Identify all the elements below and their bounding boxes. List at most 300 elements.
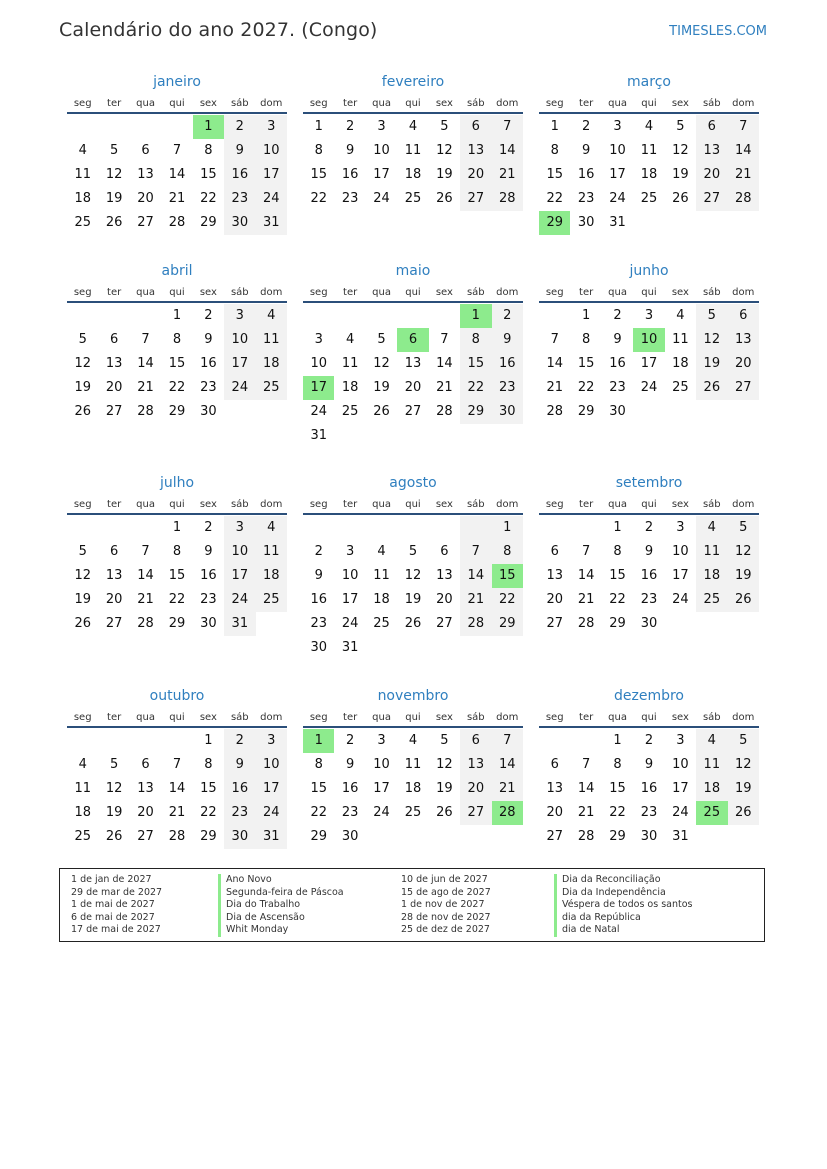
- day-cell[interactable]: 30: [341, 829, 359, 844]
- day-cell[interactable]: 5: [377, 332, 386, 347]
- day-cell[interactable]: 31: [672, 829, 689, 844]
- day-cell[interactable]: 7: [550, 332, 559, 347]
- day-cell[interactable]: 29: [577, 404, 595, 419]
- day-cell[interactable]: 30: [224, 825, 255, 849]
- day-cell[interactable]: 18: [640, 167, 658, 182]
- day-cell[interactable]: 20: [137, 805, 154, 820]
- day-cell[interactable]: 21: [436, 380, 453, 395]
- day-cell[interactable]: 11: [696, 540, 727, 564]
- day-cell[interactable]: 23: [609, 380, 626, 395]
- holiday-day[interactable]: 29: [539, 211, 570, 235]
- day-cell[interactable]: 26: [105, 829, 123, 844]
- day-cell[interactable]: 11: [74, 167, 91, 182]
- day-cell[interactable]: 5: [728, 516, 759, 540]
- day-cell[interactable]: 8: [314, 143, 323, 158]
- day-cell[interactable]: 7: [492, 729, 523, 753]
- day-cell[interactable]: 11: [256, 540, 287, 564]
- day-cell[interactable]: 31: [609, 215, 626, 230]
- day-cell[interactable]: 6: [728, 304, 759, 328]
- day-cell[interactable]: 3: [224, 516, 255, 540]
- day-cell[interactable]: 12: [404, 568, 422, 583]
- day-cell[interactable]: 26: [105, 215, 123, 230]
- day-cell[interactable]: 24: [609, 191, 626, 206]
- day-cell[interactable]: 30: [640, 829, 658, 844]
- day-cell[interactable]: 6: [109, 332, 119, 347]
- day-cell[interactable]: 12: [672, 143, 689, 158]
- day-cell[interactable]: 20: [696, 163, 727, 187]
- day-cell[interactable]: 14: [492, 139, 523, 163]
- day-cell[interactable]: 23: [200, 380, 217, 395]
- day-cell[interactable]: 18: [256, 352, 287, 376]
- day-cell[interactable]: 6: [550, 757, 559, 772]
- day-cell[interactable]: 5: [408, 544, 418, 559]
- day-cell[interactable]: 4: [78, 143, 87, 158]
- day-cell[interactable]: 23: [200, 592, 217, 607]
- day-cell[interactable]: 14: [436, 356, 453, 371]
- day-cell[interactable]: 25: [341, 404, 359, 419]
- day-cell[interactable]: 9: [613, 332, 622, 347]
- day-cell[interactable]: 13: [404, 356, 422, 371]
- day-cell[interactable]: 22: [310, 191, 327, 206]
- day-cell[interactable]: 26: [728, 801, 759, 825]
- day-cell[interactable]: 23: [224, 801, 255, 825]
- day-cell[interactable]: 14: [168, 781, 186, 796]
- day-cell[interactable]: 7: [141, 332, 150, 347]
- day-cell[interactable]: 23: [341, 805, 359, 820]
- day-cell[interactable]: 31: [256, 211, 287, 235]
- day-cell[interactable]: 31: [256, 825, 287, 849]
- day-cell[interactable]: 11: [373, 568, 390, 583]
- day-cell[interactable]: 9: [581, 143, 591, 158]
- day-cell[interactable]: 16: [341, 781, 359, 796]
- day-cell[interactable]: 24: [341, 616, 359, 631]
- day-cell[interactable]: 26: [436, 805, 453, 820]
- day-cell[interactable]: 5: [696, 304, 727, 328]
- day-cell[interactable]: 11: [256, 328, 287, 352]
- day-cell[interactable]: 29: [168, 404, 186, 419]
- holiday-day[interactable]: 28: [492, 801, 523, 825]
- day-cell[interactable]: 1: [314, 119, 323, 134]
- day-cell[interactable]: 19: [404, 592, 422, 607]
- day-cell[interactable]: 3: [224, 304, 255, 328]
- day-cell[interactable]: 13: [546, 781, 563, 796]
- day-cell[interactable]: 13: [460, 139, 491, 163]
- day-cell[interactable]: 2: [345, 119, 355, 134]
- day-cell[interactable]: 25: [672, 380, 689, 395]
- day-cell[interactable]: 9: [204, 332, 213, 347]
- day-cell[interactable]: 3: [676, 520, 685, 535]
- day-cell[interactable]: 11: [404, 757, 422, 772]
- day-cell[interactable]: 26: [436, 191, 453, 206]
- day-cell[interactable]: 2: [204, 520, 213, 535]
- day-cell[interactable]: 30: [310, 640, 327, 655]
- day-cell[interactable]: 14: [137, 356, 154, 371]
- day-cell[interactable]: 17: [224, 564, 255, 588]
- day-cell[interactable]: 25: [256, 588, 287, 612]
- day-cell[interactable]: 14: [168, 167, 186, 182]
- day-cell[interactable]: 23: [640, 805, 658, 820]
- day-cell[interactable]: 5: [109, 143, 119, 158]
- day-cell[interactable]: 31: [224, 612, 255, 636]
- day-cell[interactable]: 20: [105, 592, 123, 607]
- day-cell[interactable]: 5: [440, 119, 449, 134]
- day-cell[interactable]: 19: [696, 352, 727, 376]
- day-cell[interactable]: 27: [105, 616, 123, 631]
- day-cell[interactable]: 10: [672, 544, 689, 559]
- day-cell[interactable]: 21: [168, 191, 186, 206]
- day-cell[interactable]: 12: [436, 143, 453, 158]
- day-cell[interactable]: 8: [613, 544, 622, 559]
- day-cell[interactable]: 4: [408, 119, 418, 134]
- day-cell[interactable]: 22: [200, 805, 217, 820]
- day-cell[interactable]: 24: [256, 187, 287, 211]
- day-cell[interactable]: 14: [492, 753, 523, 777]
- day-cell[interactable]: 18: [341, 380, 359, 395]
- day-cell[interactable]: 2: [644, 520, 654, 535]
- day-cell[interactable]: 5: [440, 733, 449, 748]
- day-cell[interactable]: 16: [224, 163, 255, 187]
- day-cell[interactable]: 10: [609, 143, 626, 158]
- day-cell[interactable]: 25: [696, 588, 727, 612]
- day-cell[interactable]: 27: [460, 801, 491, 825]
- day-cell[interactable]: 23: [577, 191, 595, 206]
- day-cell[interactable]: 8: [492, 540, 523, 564]
- day-cell[interactable]: 13: [137, 167, 154, 182]
- day-cell[interactable]: 23: [492, 376, 523, 400]
- day-cell[interactable]: 16: [200, 356, 217, 371]
- day-cell[interactable]: 8: [613, 757, 622, 772]
- day-cell[interactable]: 6: [460, 115, 491, 139]
- day-cell[interactable]: 5: [78, 544, 87, 559]
- day-cell[interactable]: 15: [310, 167, 327, 182]
- day-cell[interactable]: 9: [224, 753, 255, 777]
- day-cell[interactable]: 9: [204, 544, 213, 559]
- day-cell[interactable]: 28: [577, 829, 595, 844]
- day-cell[interactable]: 17: [640, 356, 658, 371]
- holiday-day[interactable]: 17: [303, 376, 334, 400]
- day-cell[interactable]: 29: [460, 400, 491, 424]
- day-cell[interactable]: 12: [696, 328, 727, 352]
- day-cell[interactable]: 30: [224, 211, 255, 235]
- day-cell[interactable]: 7: [172, 143, 182, 158]
- day-cell[interactable]: 28: [168, 215, 186, 230]
- day-cell[interactable]: 22: [492, 588, 523, 612]
- day-cell[interactable]: 19: [74, 380, 91, 395]
- day-cell[interactable]: 25: [404, 191, 422, 206]
- day-cell[interactable]: 21: [137, 380, 154, 395]
- day-cell[interactable]: 3: [377, 119, 386, 134]
- day-cell[interactable]: 17: [373, 167, 390, 182]
- day-cell[interactable]: 17: [609, 167, 626, 182]
- day-cell[interactable]: 3: [644, 308, 654, 323]
- day-cell[interactable]: 27: [460, 187, 491, 211]
- day-cell[interactable]: 22: [168, 380, 186, 395]
- day-cell[interactable]: 15: [200, 167, 217, 182]
- day-cell[interactable]: 11: [341, 356, 359, 371]
- day-cell[interactable]: 29: [492, 612, 523, 636]
- day-cell[interactable]: 31: [310, 428, 327, 443]
- day-cell[interactable]: 15: [168, 356, 186, 371]
- day-cell[interactable]: 16: [341, 167, 359, 182]
- day-cell[interactable]: 7: [492, 115, 523, 139]
- day-cell[interactable]: 21: [546, 380, 563, 395]
- day-cell[interactable]: 18: [696, 777, 727, 801]
- day-cell[interactable]: 29: [609, 829, 626, 844]
- day-cell[interactable]: 4: [256, 516, 287, 540]
- day-cell[interactable]: 27: [404, 404, 422, 419]
- holiday-day[interactable]: 6: [397, 328, 428, 352]
- day-cell[interactable]: 18: [672, 356, 689, 371]
- day-cell[interactable]: 13: [137, 781, 154, 796]
- day-cell[interactable]: 10: [373, 143, 390, 158]
- day-cell[interactable]: 3: [314, 332, 323, 347]
- day-cell[interactable]: 24: [373, 805, 390, 820]
- day-cell[interactable]: 20: [105, 380, 123, 395]
- day-cell[interactable]: 10: [224, 328, 255, 352]
- day-cell[interactable]: 30: [200, 616, 217, 631]
- day-cell[interactable]: 23: [341, 191, 359, 206]
- day-cell[interactable]: 3: [256, 115, 287, 139]
- day-cell[interactable]: 21: [577, 592, 595, 607]
- day-cell[interactable]: 3: [377, 733, 386, 748]
- day-cell[interactable]: 5: [78, 332, 87, 347]
- day-cell[interactable]: 22: [609, 592, 626, 607]
- day-cell[interactable]: 30: [200, 404, 217, 419]
- day-cell[interactable]: 2: [613, 308, 622, 323]
- day-cell[interactable]: 1: [172, 308, 182, 323]
- day-cell[interactable]: 28: [436, 404, 453, 419]
- day-cell[interactable]: 17: [672, 781, 689, 796]
- day-cell[interactable]: 17: [224, 352, 255, 376]
- day-cell[interactable]: 25: [373, 616, 390, 631]
- day-cell[interactable]: 4: [408, 733, 418, 748]
- day-cell[interactable]: 12: [74, 356, 91, 371]
- day-cell[interactable]: 5: [109, 757, 119, 772]
- day-cell[interactable]: 14: [546, 356, 563, 371]
- day-cell[interactable]: 7: [141, 544, 150, 559]
- day-cell[interactable]: 19: [728, 777, 759, 801]
- day-cell[interactable]: 6: [141, 757, 150, 772]
- day-cell[interactable]: 29: [310, 829, 327, 844]
- day-cell[interactable]: 16: [200, 568, 217, 583]
- day-cell[interactable]: 27: [696, 187, 727, 211]
- day-cell[interactable]: 9: [345, 757, 355, 772]
- day-cell[interactable]: 20: [460, 777, 491, 801]
- day-cell[interactable]: 25: [74, 829, 91, 844]
- day-cell[interactable]: 16: [224, 777, 255, 801]
- day-cell[interactable]: 3: [613, 119, 622, 134]
- day-cell[interactable]: 26: [373, 404, 390, 419]
- day-cell[interactable]: 11: [74, 781, 91, 796]
- day-cell[interactable]: 24: [224, 588, 255, 612]
- day-cell[interactable]: 9: [644, 544, 654, 559]
- day-cell[interactable]: 27: [546, 829, 563, 844]
- day-cell[interactable]: 19: [373, 380, 390, 395]
- day-cell[interactable]: 6: [696, 115, 727, 139]
- day-cell[interactable]: 2: [224, 729, 255, 753]
- day-cell[interactable]: 14: [728, 139, 759, 163]
- day-cell[interactable]: 10: [373, 757, 390, 772]
- day-cell[interactable]: 27: [137, 215, 154, 230]
- day-cell[interactable]: 15: [200, 781, 217, 796]
- day-cell[interactable]: 19: [74, 592, 91, 607]
- holiday-day[interactable]: 15: [492, 564, 523, 588]
- day-cell[interactable]: 28: [460, 612, 491, 636]
- day-cell[interactable]: 7: [728, 115, 759, 139]
- day-cell[interactable]: 18: [404, 781, 422, 796]
- day-cell[interactable]: 18: [256, 564, 287, 588]
- day-cell[interactable]: 11: [640, 143, 658, 158]
- day-cell[interactable]: 21: [492, 163, 523, 187]
- day-cell[interactable]: 17: [373, 781, 390, 796]
- day-cell[interactable]: 21: [460, 588, 491, 612]
- day-cell[interactable]: 11: [404, 143, 422, 158]
- day-cell[interactable]: 19: [436, 781, 453, 796]
- day-cell[interactable]: 23: [224, 187, 255, 211]
- day-cell[interactable]: 30: [640, 616, 658, 631]
- day-cell[interactable]: 4: [676, 308, 685, 323]
- day-cell[interactable]: 4: [345, 332, 355, 347]
- day-cell[interactable]: 14: [460, 564, 491, 588]
- day-cell[interactable]: 16: [310, 592, 327, 607]
- day-cell[interactable]: 26: [404, 616, 422, 631]
- day-cell[interactable]: 16: [492, 352, 523, 376]
- brand-link[interactable]: TIMESLES.COM: [669, 24, 767, 39]
- day-cell[interactable]: 15: [310, 781, 327, 796]
- day-cell[interactable]: 26: [696, 376, 727, 400]
- day-cell[interactable]: 18: [74, 191, 91, 206]
- day-cell[interactable]: 1: [172, 520, 182, 535]
- day-cell[interactable]: 31: [341, 640, 359, 655]
- day-cell[interactable]: 3: [345, 544, 355, 559]
- holiday-day[interactable]: 1: [193, 115, 224, 139]
- day-cell[interactable]: 8: [550, 143, 559, 158]
- day-cell[interactable]: 21: [492, 777, 523, 801]
- day-cell[interactable]: 22: [168, 592, 186, 607]
- day-cell[interactable]: 18: [373, 592, 390, 607]
- day-cell[interactable]: 20: [137, 191, 154, 206]
- day-cell[interactable]: 24: [224, 376, 255, 400]
- day-cell[interactable]: 3: [676, 733, 685, 748]
- day-cell[interactable]: 10: [341, 568, 359, 583]
- day-cell[interactable]: 7: [581, 757, 591, 772]
- day-cell[interactable]: 29: [200, 215, 217, 230]
- day-cell[interactable]: 19: [105, 191, 123, 206]
- day-cell[interactable]: 29: [168, 616, 186, 631]
- day-cell[interactable]: 22: [577, 380, 595, 395]
- day-cell[interactable]: 9: [224, 139, 255, 163]
- day-cell[interactable]: 11: [672, 332, 689, 347]
- day-cell[interactable]: 10: [310, 356, 327, 371]
- day-cell[interactable]: 11: [696, 753, 727, 777]
- day-cell[interactable]: 12: [74, 568, 91, 583]
- day-cell[interactable]: 17: [256, 163, 287, 187]
- day-cell[interactable]: 30: [577, 215, 595, 230]
- holiday-day[interactable]: 1: [303, 729, 334, 753]
- day-cell[interactable]: 20: [546, 805, 563, 820]
- day-cell[interactable]: 15: [609, 781, 626, 796]
- day-cell[interactable]: 12: [105, 781, 123, 796]
- day-cell[interactable]: 13: [460, 753, 491, 777]
- day-cell[interactable]: 14: [577, 781, 595, 796]
- day-cell[interactable]: 13: [728, 328, 759, 352]
- day-cell[interactable]: 27: [728, 376, 759, 400]
- day-cell[interactable]: 2: [224, 115, 255, 139]
- day-cell[interactable]: 24: [672, 592, 689, 607]
- day-cell[interactable]: 1: [492, 516, 523, 540]
- day-cell[interactable]: 28: [492, 187, 523, 211]
- day-cell[interactable]: 17: [672, 568, 689, 583]
- day-cell[interactable]: 2: [204, 308, 213, 323]
- day-cell[interactable]: 27: [436, 616, 453, 631]
- day-cell[interactable]: 30: [492, 400, 523, 424]
- day-cell[interactable]: 20: [436, 592, 453, 607]
- day-cell[interactable]: 15: [168, 568, 186, 583]
- day-cell[interactable]: 6: [460, 729, 491, 753]
- day-cell[interactable]: 16: [609, 356, 626, 371]
- day-cell[interactable]: 21: [168, 805, 186, 820]
- day-cell[interactable]: 13: [105, 568, 123, 583]
- day-cell[interactable]: 1: [204, 733, 213, 748]
- day-cell[interactable]: 19: [672, 167, 689, 182]
- day-cell[interactable]: 8: [204, 757, 213, 772]
- day-cell[interactable]: 20: [404, 380, 422, 395]
- day-cell[interactable]: 20: [460, 163, 491, 187]
- day-cell[interactable]: 8: [460, 328, 491, 352]
- day-cell[interactable]: 15: [546, 167, 563, 182]
- day-cell[interactable]: 23: [310, 616, 327, 631]
- day-cell[interactable]: 5: [676, 119, 685, 134]
- day-cell[interactable]: 10: [672, 757, 689, 772]
- day-cell[interactable]: 24: [310, 404, 327, 419]
- day-cell[interactable]: 24: [256, 801, 287, 825]
- day-cell[interactable]: 19: [728, 564, 759, 588]
- day-cell[interactable]: 22: [200, 191, 217, 206]
- day-cell[interactable]: 8: [204, 143, 213, 158]
- day-cell[interactable]: 3: [256, 729, 287, 753]
- day-cell[interactable]: 18: [696, 564, 727, 588]
- day-cell[interactable]: 4: [696, 729, 727, 753]
- day-cell[interactable]: 15: [609, 568, 626, 583]
- day-cell[interactable]: 24: [640, 380, 658, 395]
- day-cell[interactable]: 9: [314, 568, 323, 583]
- day-cell[interactable]: 25: [404, 805, 422, 820]
- day-cell[interactable]: 28: [168, 829, 186, 844]
- day-cell[interactable]: 21: [577, 805, 595, 820]
- day-cell[interactable]: 14: [577, 568, 595, 583]
- day-cell[interactable]: 13: [696, 139, 727, 163]
- day-cell[interactable]: 12: [728, 540, 759, 564]
- day-cell[interactable]: 6: [109, 544, 119, 559]
- day-cell[interactable]: 20: [546, 592, 563, 607]
- day-cell[interactable]: 1: [613, 520, 622, 535]
- day-cell[interactable]: 7: [460, 540, 491, 564]
- day-cell[interactable]: 4: [377, 544, 386, 559]
- day-cell[interactable]: 15: [460, 352, 491, 376]
- day-cell[interactable]: 26: [74, 616, 91, 631]
- day-cell[interactable]: 17: [341, 592, 359, 607]
- day-cell[interactable]: 28: [577, 616, 595, 631]
- day-cell[interactable]: 25: [74, 215, 91, 230]
- day-cell[interactable]: 21: [728, 163, 759, 187]
- day-cell[interactable]: 18: [74, 805, 91, 820]
- day-cell[interactable]: 6: [141, 143, 150, 158]
- day-cell[interactable]: 9: [492, 328, 523, 352]
- holiday-day[interactable]: 10: [633, 328, 664, 352]
- day-cell[interactable]: 4: [78, 757, 87, 772]
- day-cell[interactable]: 22: [310, 805, 327, 820]
- day-cell[interactable]: 26: [74, 404, 91, 419]
